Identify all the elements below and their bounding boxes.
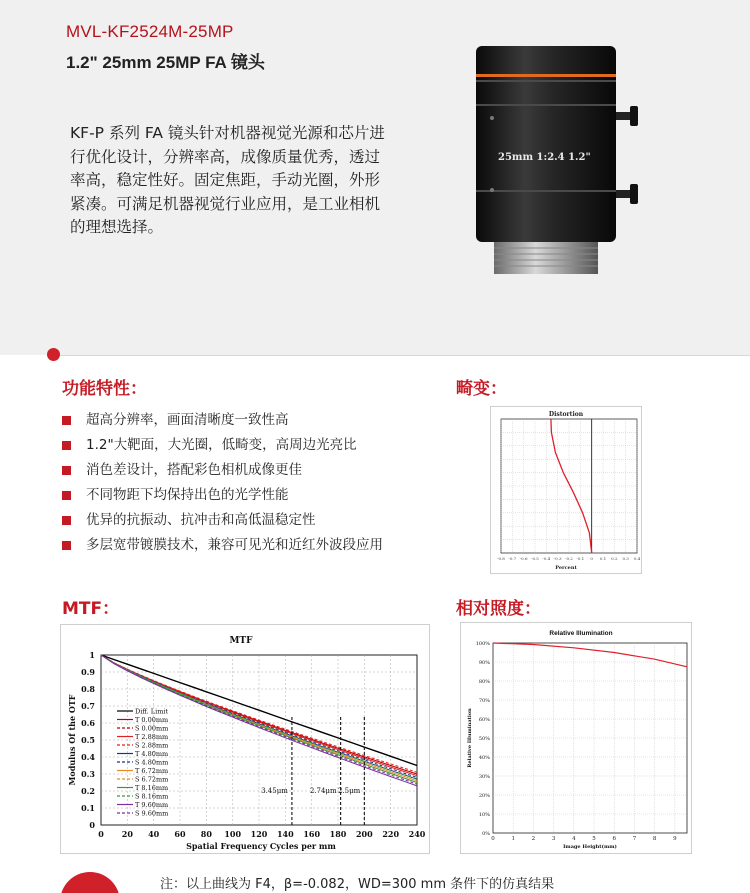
y-tick-label: 0.9 [81, 667, 95, 677]
x-tick-label: 80 [200, 829, 212, 839]
chart-title: Relative Illumination [549, 630, 613, 637]
x-tick-label: 200 [355, 829, 373, 839]
x-tick-label: 5 [592, 836, 596, 842]
mtf-chart [61, 625, 429, 853]
legend-label: T 4.80mm [135, 750, 169, 758]
x-tick-label: 0.4 [633, 556, 641, 561]
legend-label: S 4.80mm [135, 758, 169, 767]
x-tick-label: 0.1 [599, 556, 607, 561]
y-tick-label: 40% [478, 755, 490, 761]
x-tick-label: -0.5 [531, 556, 539, 561]
chart-title: Distortion [548, 411, 584, 418]
y-tick-label: 0 [89, 820, 95, 830]
bullet-square-icon [62, 541, 71, 550]
legend-label: S 6.72mm [135, 775, 169, 784]
mtf-panel [60, 624, 430, 854]
legend-label: T 8.16mm [135, 784, 169, 792]
x-tick-label: 220 [382, 829, 400, 839]
y-tick-label: 0.6 [81, 718, 95, 728]
legend-label: T 9.60mm [135, 801, 169, 809]
y-tick-label: 1 [89, 650, 95, 660]
lens-image [466, 42, 666, 282]
feature-text: 1.2"大靶面，大光圈，低畸变，高周边光亮比 [86, 437, 357, 453]
feature-text: 不同物距下均保持出色的光学性能 [86, 487, 289, 503]
y-tick-label: 10% [478, 812, 490, 818]
feature-item [62, 408, 383, 433]
feature-item [62, 433, 383, 458]
x-tick-label: 120 [250, 829, 268, 839]
y-tick-label: 30% [478, 774, 490, 780]
nyquist-label: 3.45μm [261, 787, 288, 795]
relative-illumination-chart [461, 623, 691, 853]
y-tick-label: 0.7 [81, 701, 95, 711]
legend-label: S 8.16mm [135, 792, 169, 801]
x-tick-label: -0.1 [576, 556, 585, 561]
y-tick-label: 0.3 [81, 769, 95, 779]
x-tick-label: 2 [531, 836, 536, 842]
x-tick-label: -0.8 [497, 556, 505, 561]
footnote: 注：以上曲线为 F4，β=-0.082，WD=300 mm 条件下的仿真结果 [160, 877, 555, 892]
bullet-square-icon [62, 491, 71, 500]
y-axis-label: Modulus Of the OTF [67, 694, 77, 786]
x-tick-label: 7 [632, 836, 637, 842]
bullet-square-icon [62, 466, 71, 475]
y-tick-label: 90% [478, 660, 490, 666]
feature-item [62, 458, 383, 483]
y-tick-label: 20% [478, 793, 490, 799]
y-tick-label: 80% [478, 679, 490, 685]
ri-heading: 相对照度： [456, 599, 541, 619]
x-axis-label: Percent [555, 565, 577, 571]
feature-text: 优异的抗振动、抗冲击和高低温稳定性 [86, 512, 316, 528]
mtf-heading: MTF： [62, 599, 120, 619]
product-subtitle: 1.2" 25mm 25MP FA 镜头 [66, 53, 265, 72]
legend-label: T 6.72mm [135, 767, 169, 775]
x-tick-label: 3 [551, 836, 556, 842]
x-axis-label: Spatial Frequency Cycles per mm [186, 841, 336, 851]
model-number: MVL-KF2524M-25MP [66, 22, 234, 41]
x-tick-label: 1 [511, 836, 515, 842]
x-tick-label: -0.4 [542, 556, 551, 561]
y-tick-label: 0.4 [81, 752, 95, 762]
y-tick-label: 0.8 [81, 684, 95, 694]
features-list [62, 408, 383, 558]
y-tick-label: 100% [475, 641, 490, 647]
distortion-panel [490, 406, 642, 574]
feature-text: 多层宽带镀膜技术，兼容可见光和近红外波段应用 [86, 537, 383, 553]
x-tick-label: 6 [612, 836, 616, 842]
legend-label: S 0.00mm [135, 724, 169, 733]
legend-label: Diff. Limit [135, 707, 169, 716]
hero-section [0, 0, 750, 355]
x-tick-label: 0.2 [611, 556, 618, 561]
feature-item [62, 483, 383, 508]
x-tick-label: 4 [572, 836, 576, 842]
x-tick-label: 0 [491, 836, 495, 842]
x-axis-label: Image Height(mm) [563, 844, 617, 850]
y-tick-label: 50% [478, 736, 490, 742]
x-tick-label: 8 [652, 836, 657, 842]
x-tick-label: 9 [673, 836, 677, 842]
x-tick-label: 240 [408, 829, 426, 839]
legend-label: S 9.60mm [135, 809, 169, 818]
x-tick-label: 0 [98, 829, 104, 839]
divider-dot-icon [47, 348, 60, 361]
y-tick-label: 0.5 [81, 735, 95, 745]
x-tick-label: 0.3 [622, 556, 629, 561]
feature-text: 消色差设计，搭配彩色相机成像更佳 [86, 462, 302, 478]
x-tick-label: 160 [303, 829, 321, 839]
section-divider [60, 355, 750, 356]
y-tick-label: 70% [478, 698, 490, 704]
legend-label: T 2.88mm [135, 733, 169, 741]
x-tick-label: 20 [121, 829, 133, 839]
feature-item [62, 533, 383, 558]
product-description: KF-P 系列 FA 镜头针对机器视觉光源和芯片进行优化设计，分辨率高，成像质量优秀，透过率高，稳定性好。固定焦距，手动光圈，外形紧凑。可满足机器视觉行业应用，是工业相机的理想选择。 [70, 124, 385, 236]
corner-decoration [60, 872, 120, 893]
x-tick-label: 180 [329, 829, 347, 839]
legend-label: S 2.88mm [135, 741, 169, 750]
x-tick-label: -0.7 [508, 556, 517, 561]
y-tick-label: 0.1 [81, 803, 95, 813]
x-tick-label: -0.2 [565, 556, 573, 561]
chart-title: MTF [229, 636, 253, 646]
x-tick-label: 60 [174, 829, 186, 839]
y-tick-label: 60% [478, 717, 490, 723]
x-tick-label: -0.6 [519, 556, 528, 561]
nyquist-label: 2.74μm [309, 787, 337, 795]
feature-text: 超高分辨率，画面清晰度一致性高 [86, 412, 289, 428]
y-tick-label: 0.2 [81, 786, 95, 796]
x-tick-label: 0 [590, 556, 593, 561]
ri-panel [460, 622, 692, 854]
bullet-square-icon [62, 516, 71, 525]
bullet-square-icon [62, 416, 71, 425]
nyquist-label: 2.5μm [338, 787, 361, 795]
feature-item [62, 508, 383, 533]
x-tick-label: 100 [224, 829, 242, 839]
y-axis-label: Relative Illumination [467, 708, 473, 768]
distortion-heading: 畸变： [456, 379, 507, 399]
distortion-chart [491, 407, 641, 573]
lens-marking: 25mm 1:2.4 1.2" [498, 152, 591, 163]
x-tick-label: -0.3 [553, 556, 562, 561]
x-tick-label: 40 [148, 829, 160, 839]
x-tick-label: 140 [276, 829, 294, 839]
legend-label: T 0.00mm [135, 716, 169, 724]
bullet-square-icon [62, 441, 71, 450]
y-tick-label: 0% [482, 831, 490, 837]
features-heading: 功能特性： [62, 379, 147, 399]
